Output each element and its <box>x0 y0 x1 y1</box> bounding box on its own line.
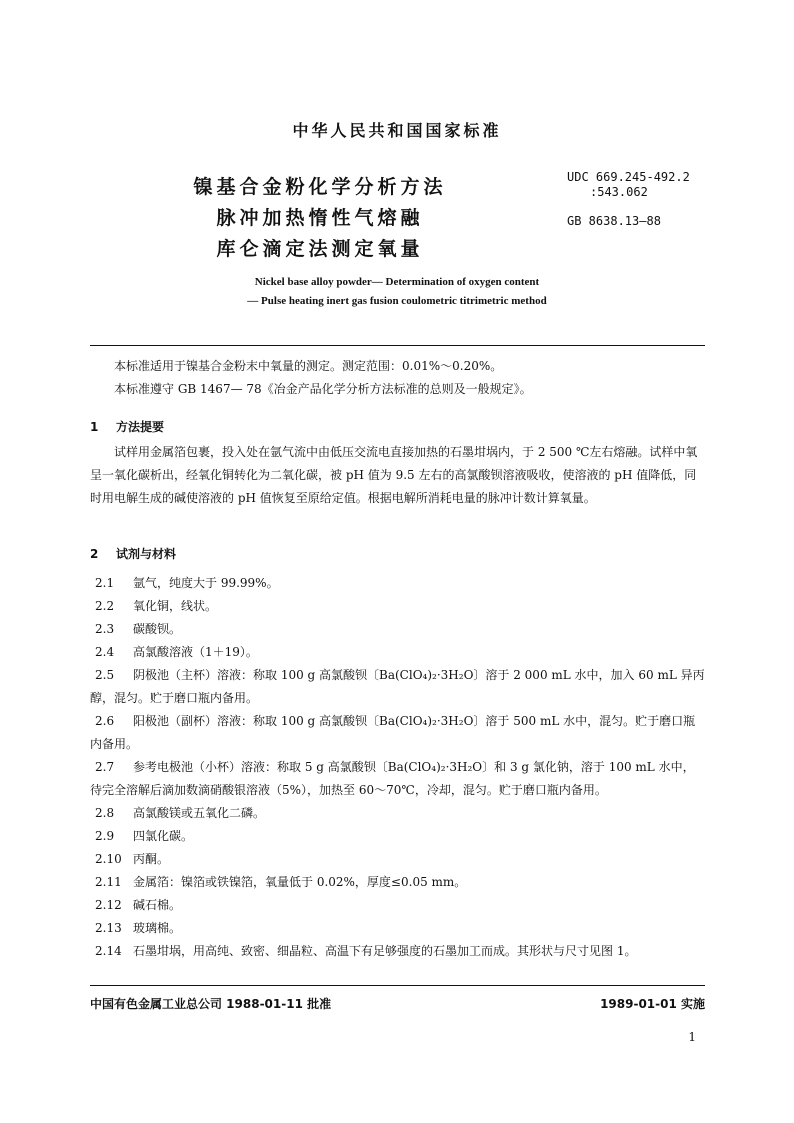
udc-line-1: UDC 669.245-492.2 <box>567 170 690 184</box>
item-text: 阳极池（副杯）溶液：称取 100 g 高氯酸钡〔Ba(ClO₄)₂·3H₂O〕溶于 500 mL 水中，混匀。贮于磨口瓶内备用。 <box>90 714 696 751</box>
list-item <box>90 848 705 871</box>
intro-paragraph-1: 本标准适用于镍基合金粉末中氧量的测定。测定范围：0.01%～0.20%。 <box>114 359 503 373</box>
chinese-title-line-1: 镍基合金粉化学分析方法 <box>193 176 447 198</box>
footer-divider <box>90 985 705 986</box>
item-text: 丙酮。 <box>133 852 170 866</box>
item-number: 2.7 <box>95 760 115 774</box>
item-text: 石墨坩埚，用高纯、致密、细晶粒、高温下有足够强度的石墨加工而成。其形状与尺寸见图 1。 <box>133 944 637 958</box>
list-item <box>90 871 705 894</box>
item-text: 碱石棉。 <box>133 898 182 912</box>
page-number: 1 <box>688 1030 696 1044</box>
list-item <box>90 940 705 963</box>
list-item <box>90 618 705 641</box>
section-2-number: 2 <box>90 547 99 561</box>
item-number: 2.2 <box>95 599 115 613</box>
item-number: 2.4 <box>95 645 115 659</box>
item-text: 参考电极池（小杯）溶液：称取 5 g 高氯酸钡〔Ba(ClO₄)₂·3H₂O〕和 3 g 氯化钠，溶于 100 mL 水中，待完全溶解后滴加数滴硝酸银溶液（5%），加热至 60～70℃，冷却，混匀。贮于磨口瓶内备用。 <box>90 760 695 797</box>
item-text: 金属箔：镍箔或铁镍箔，氧量低于 0.02%，厚度≤0.05 mm。 <box>133 875 467 889</box>
item-text: 碳酸钡。 <box>133 622 182 636</box>
item-number: 2.3 <box>95 622 115 636</box>
list-item <box>90 756 705 802</box>
item-text: 高氯酸溶液（1＋19）。 <box>133 645 258 659</box>
chinese-title-line-2: 脉冲加热惰性气熔融 <box>216 207 424 229</box>
item-number: 2.12 <box>95 898 122 912</box>
english-title-line-1: Nickel base alloy powder— Determination of oxygen content <box>254 276 540 288</box>
item-text: 高氯酸镁或五氧化二磷。 <box>133 806 266 820</box>
section-1-number: 1 <box>90 420 99 434</box>
english-title-line-2: — Pulse heating inert gas fusion coulometric titrimetric method <box>247 295 547 307</box>
header-divider <box>90 345 705 346</box>
section-1-body: 试样用金属箔包裹，投入处在氩气流中由低压交流电直接加热的石墨坩埚内，于 2 500 ℃左右熔融。试样中氧呈一氧化碳析出，经氧化铜转化为二氧化碳，被 pH 值为 9.5 左右的高氯酸钡溶液吸收，使溶液的 pH 值降低，同时用电解生成的碱使溶液的 pH 值恢复至原给定值。根据电解所消耗电量的脉冲计数计算氧量。 <box>90 445 698 505</box>
item-number: 2.13 <box>95 921 122 935</box>
section-2-item-list <box>90 572 705 963</box>
list-item <box>90 894 705 917</box>
section-2-heading <box>90 545 176 562</box>
item-number: 2.14 <box>95 944 122 958</box>
list-item <box>90 802 705 825</box>
section-2-title: 试剂与材料 <box>116 547 177 561</box>
gb-number: GB 8638.13—88 <box>567 214 661 228</box>
implementation-date: 1989-01-01 实施 <box>600 997 705 1011</box>
item-number: 2.1 <box>95 576 115 590</box>
item-text: 阴极池（主杯）溶液：称取 100 g 高氯酸钡〔Ba(ClO₄)₂·3H₂O〕溶于 2 000 mL 水中，加入 60 mL 异丙醇，混匀。贮于磨口瓶内备用。 <box>90 668 705 705</box>
section-1-heading <box>90 418 164 435</box>
item-text: 四氯化碳。 <box>133 829 194 843</box>
udc-line-2: :543.062 <box>590 185 648 199</box>
item-number: 2.8 <box>95 806 115 820</box>
item-number: 2.6 <box>95 714 115 728</box>
item-number: 2.10 <box>95 852 122 866</box>
list-item <box>90 641 705 664</box>
list-item <box>90 595 705 618</box>
list-item <box>90 710 705 756</box>
list-item <box>90 917 705 940</box>
item-text: 玻璃棉。 <box>133 921 182 935</box>
list-item <box>90 825 705 848</box>
intro-paragraph-2: 本标准遵守 GB 1467— 78《冶金产品化学分析方法标准的总则及一般规定》。 <box>114 382 532 396</box>
approval-line: 中国有色金属工业总公司 1988-01-11 批准 <box>90 997 332 1011</box>
list-item <box>90 572 705 595</box>
item-text: 氧化铜，线状。 <box>133 599 218 613</box>
section-1-title: 方法提要 <box>116 420 165 434</box>
item-number: 2.11 <box>95 875 122 889</box>
chinese-title-line-3: 库仑滴定法测定氧量 <box>216 238 424 260</box>
list-item <box>90 664 705 710</box>
item-number: 2.9 <box>95 829 115 843</box>
item-text: 氩气，纯度大于 99.99%。 <box>133 576 279 590</box>
national-standard-heading: 中华人民共和国国家标准 <box>292 121 502 140</box>
item-number: 2.5 <box>95 668 115 682</box>
